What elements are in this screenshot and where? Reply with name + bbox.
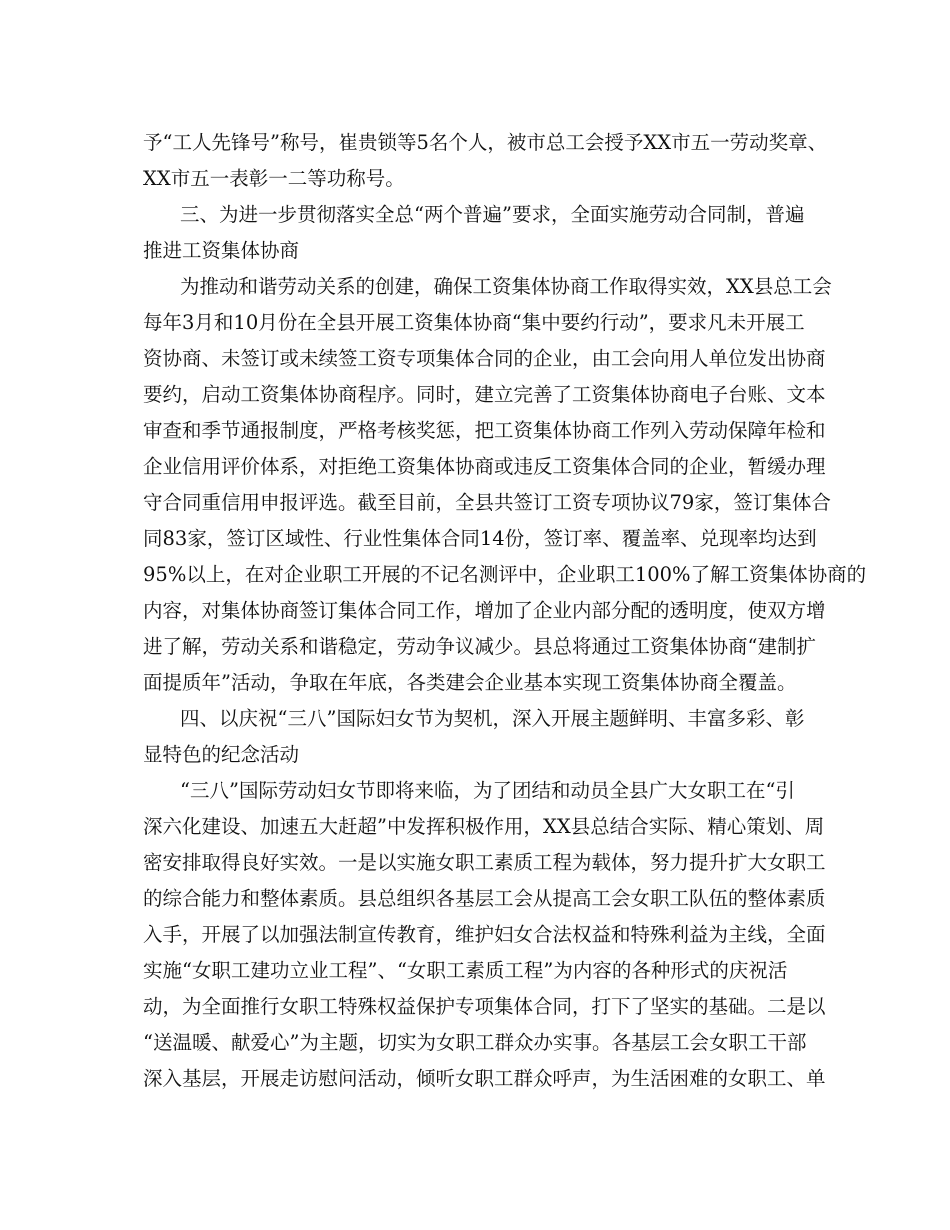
text-line: 密安排取得良好实效。一是以实施女职工素质工程为载体，努力提升扩大女职工 bbox=[143, 851, 826, 874]
section-heading: 三、为进一步贯彻落实全总“两个普遍”要求，全面实施劳动合同制，普遍 bbox=[180, 203, 805, 226]
text-line: 进了解，劳动关系和谐稳定，劳动争议减少。县总将通过工资集体协商“建制扩 bbox=[143, 635, 816, 658]
text-line: 面提质年”活动，争取在年底，各类建会企业基本实现工资集体协商全覆盖。 bbox=[143, 671, 797, 694]
text-line: “送温暖、献爱心”为主题，切实为女职工群众办实事。各基层工会女职工干部 bbox=[143, 1031, 807, 1054]
text-line: 资协商、未签订或未续签工资专项集体合同的企业，由工会向用人单位发出协商 bbox=[143, 347, 826, 370]
text-line: 深六化建设、加速五大赶超”中发挥积极作用，XX县总结合实际、精心策划、周 bbox=[143, 815, 825, 838]
text-line: XX市五一表彰一二等功称号。 bbox=[143, 167, 405, 190]
text-line: 内容，对集体协商签订集体合同工作，增加了企业内部分配的透明度，使双方增 bbox=[143, 599, 826, 622]
text-line: 入手，开展了以加强法制宣传教育，维护妇女合法权益和特殊利益为主线，全面 bbox=[143, 923, 826, 946]
section-heading: 推进工资集体协商 bbox=[143, 239, 300, 262]
text-line: “三八”国际劳动妇女节即将来临，为了团结和动员全县广大女职工在“引 bbox=[180, 779, 795, 802]
text-line: 守合同重信用申报评选。截至目前，全县共签订工资专项协议79家，签订集体合 bbox=[143, 491, 831, 514]
text-line: 实施“女职工建功立业工程”、“女职工素质工程”为内容的各种形式的庆祝活 bbox=[143, 959, 788, 982]
text-line: 的综合能力和整体素质。县总组织各基层工会从提高工会女职工队伍的整体素质 bbox=[143, 887, 826, 910]
text-line: 企业信用评价体系，对拒绝工资集体协商或违反工资集体合同的企业，暂缓办理 bbox=[143, 455, 826, 478]
text-line: 审查和季节通报制度，严格考核奖惩，把工资集体协商工作列入劳动保障年检和 bbox=[143, 419, 826, 442]
text-line: 深入基层，开展走访慰问活动，倾听女职工群众呼声，为生活困难的女职工、单 bbox=[143, 1067, 826, 1090]
text-line: 动，为全面推行女职工特殊权益保护专项集体合同，打下了坚实的基础。二是以 bbox=[143, 995, 826, 1018]
text-line: 为推动和谐劳动关系的创建，确保工资集体协商工作取得实效，XX县总工会 bbox=[180, 275, 832, 298]
section-heading: 显特色的纪念活动 bbox=[143, 743, 300, 766]
text-line: 同83家，签订区域性、行业性集体合同14份，签订率、覆盖率、兑现率均达到 bbox=[143, 527, 817, 550]
text-line: 95%以上，在对企业职工开展的不记名测评中，企业职工100%了解工资集体协商的 bbox=[143, 563, 867, 586]
text-line: 每年3月和10月份在全县开展工资集体协商“集中要约行动”，要求凡未开展工 bbox=[143, 311, 805, 334]
section-heading: 四、以庆祝“三八”国际妇女节为契机，深入开展主题鲜明、丰富多彩、彰 bbox=[180, 707, 805, 730]
text-line: 要约，启动工资集体协商程序。同时，建立完善了工资集体协商电子台账、文本 bbox=[143, 383, 826, 406]
text-line: 予“工人先锋号”称号，崔贵锁等5名个人，被市总工会授予XX市五一劳动奖章、 bbox=[143, 131, 828, 154]
